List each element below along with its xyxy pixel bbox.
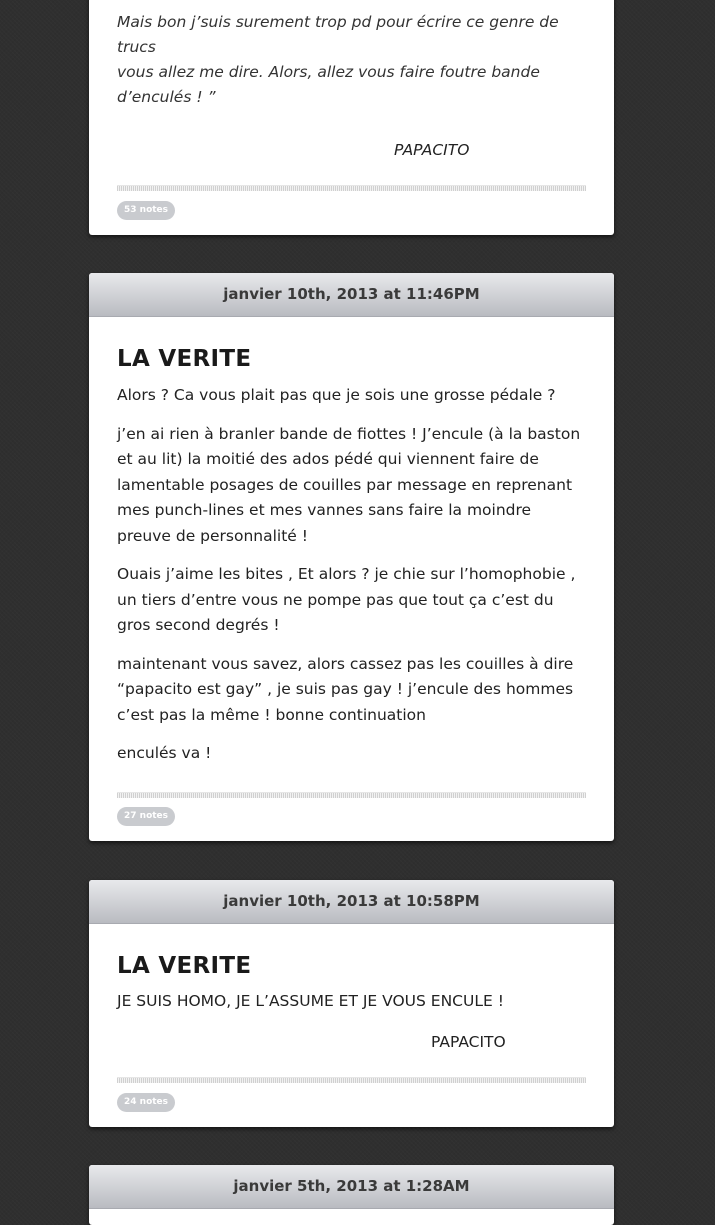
notes-count-badge[interactable]: 24 notes bbox=[117, 1093, 175, 1112]
notes-count-badge[interactable]: 53 notes bbox=[117, 201, 175, 220]
post-paragraph: Alors ? Ca vous plait pas que je sois une grosse pédale ? bbox=[117, 386, 556, 404]
post-body-line: d’enculés ! ” bbox=[117, 88, 216, 106]
post-signature: PAPACITO bbox=[394, 141, 470, 159]
post-date-header: janvier 5th, 2013 at 1:28AM bbox=[89, 1165, 614, 1209]
post-date-header: janvier 10th, 2013 at 11:46PM bbox=[89, 273, 614, 317]
notes-count-badge[interactable]: 27 notes bbox=[117, 807, 175, 826]
post-divider bbox=[117, 185, 586, 191]
post-paragraph: JE SUIS HOMO, JE L’ASSUME ET JE VOUS ENCULE ! bbox=[117, 992, 504, 1010]
post-body-line: vous allez me dire. Alors, allez vous faire foutre bande bbox=[117, 63, 540, 81]
post-body-line: Mais bon j’suis surement trop pd pour écrire ce genre de trucs bbox=[117, 13, 559, 56]
post-card bbox=[89, 880, 614, 1127]
post-date-header: janvier 10th, 2013 at 10:58PM bbox=[89, 880, 614, 924]
post-card bbox=[89, 273, 614, 841]
post-divider bbox=[117, 792, 586, 798]
post-paragraph: enculés va ! bbox=[117, 744, 212, 762]
post-paragraph: j’en ai rien à branler bande de fiottes ! J’encule (à la baston et au lit) la moitié des ados pédé qui viennent faire de lamentable posages de couilles par message en reprenant mes punch-lines et mes vannes sans faire la moindre preuve de personnalité ! bbox=[117, 424, 581, 545]
post-card bbox=[89, 1165, 614, 1225]
post-signature: PAPACITO bbox=[431, 1033, 506, 1051]
post-paragraph: Ouais j’aime les bites , Et alors ? je chie sur l’homophobie , un tiers d’entre vous ne pompe pas que tout ça c’est du gros second degrés ! bbox=[117, 565, 576, 634]
post-title[interactable]: LA VERITE bbox=[117, 953, 252, 979]
post-paragraph: maintenant vous savez, alors cassez pas les couilles à dire “papacito est gay” , je suis pas gay ! j’encule des hommes c’est pas la même ! bonne continuation bbox=[117, 654, 574, 724]
post-divider bbox=[117, 1077, 586, 1083]
post-card bbox=[89, 0, 614, 235]
post-title[interactable]: LA VERITE bbox=[117, 346, 252, 372]
